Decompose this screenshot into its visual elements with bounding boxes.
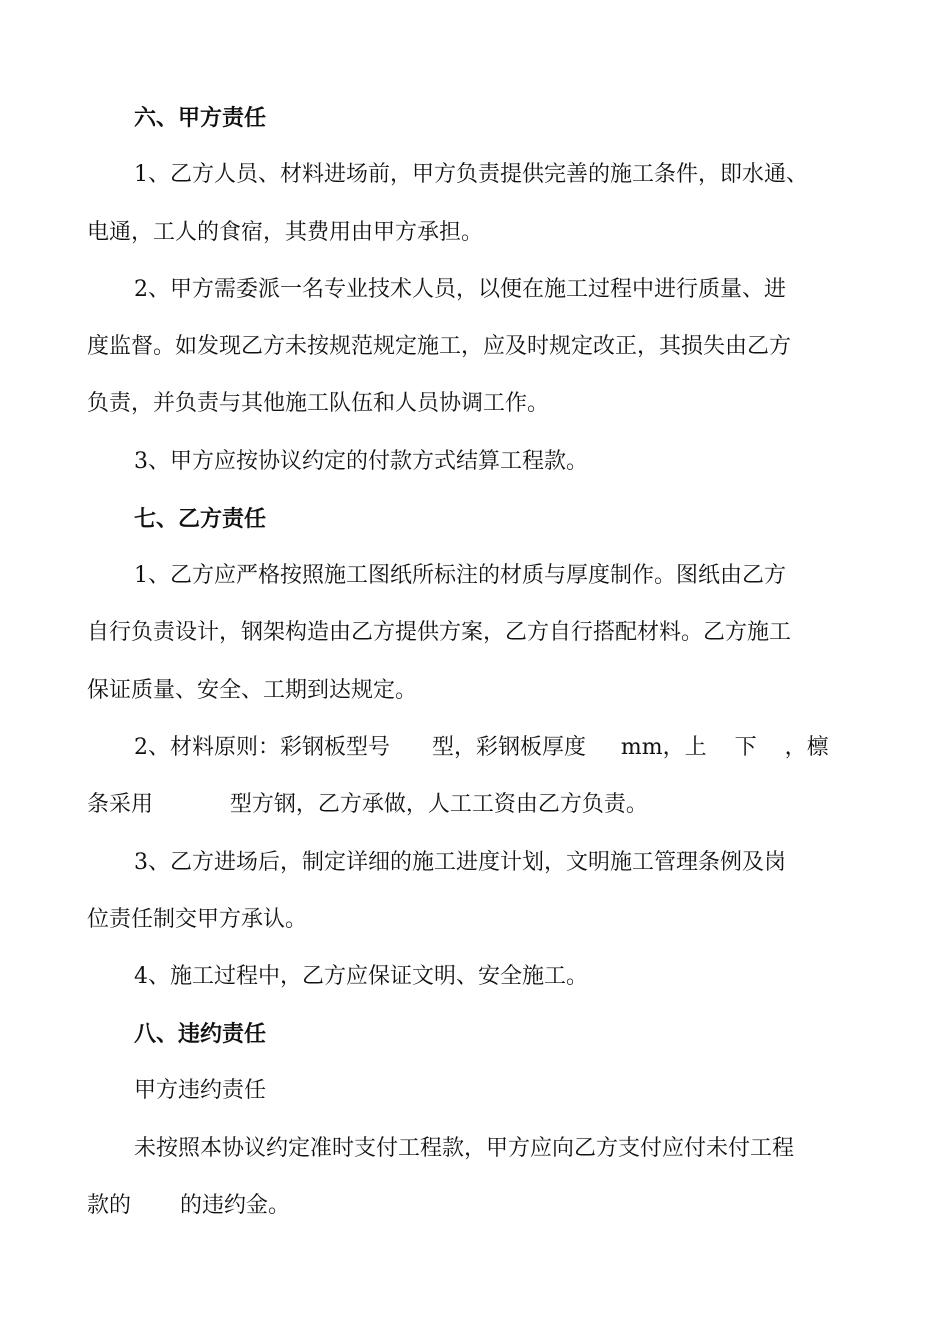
clause-c1-line1: 未按照本协议约定准时支付工程款，甲方应向乙方支付应付未付工程 (134, 1136, 795, 1161)
section-heading-party-b: 七、乙方责任 (134, 506, 267, 532)
clause-a2-line1: 2、甲方需委派一名专业技术人员，以便在施工过程中进行质量、进 (134, 277, 786, 302)
section-heading-party-a: 六、甲方责任 (134, 105, 267, 131)
clause-a3-line1: 3、甲方应按协议约定的付款方式结算工程款。 (134, 449, 588, 474)
clause-b1-line1: 1、乙方应严格按照施工图纸所标注的材质与厚度制作。图纸由乙方 (134, 563, 786, 588)
clause-b3-line1: 3、乙方进场后，制定详细的施工进度计划，文明施工管理条例及岗 (134, 850, 786, 875)
clause-b2-line2: 条采用 型方钢，乙方承做，人工工资由乙方负责。 (87, 792, 648, 817)
clause-c1-line2: 款的 的违约金。 (87, 1193, 290, 1218)
clause-b2-line1: 2、材料原则：彩钢板型号 型，彩钢板厚度 mm，上 下 ，檩 (134, 735, 829, 760)
section-heading-breach: 八、违约责任 (134, 1021, 267, 1047)
clause-a2-line2: 度监督。如发现乙方未按规范规定施工，应及时规定改正，其损失由乙方 (87, 334, 792, 359)
clause-b4-line1: 4、施工过程中，乙方应保证文明、安全施工。 (134, 964, 588, 989)
clause-b3-line2: 位责任制交甲方承认。 (87, 907, 308, 932)
clause-a2-line3: 负责，并负责与其他施工队伍和人员协调工作。 (87, 391, 550, 416)
clause-a1-line1: 1、乙方人员、材料进场前，甲方负责提供完善的施工条件，即水通、 (134, 162, 808, 187)
clause-b1-line3: 保证质量、安全、工期到达规定。 (87, 678, 418, 703)
clause-b1-line2: 自行负责设计，钢架构造由乙方提供方案，乙方自行搭配材料。乙方施工 (87, 620, 792, 645)
subheading-party-a-breach: 甲方违约责任 (134, 1078, 267, 1103)
clause-a1-line2: 电通，工人的食宿，其费用由甲方承担。 (87, 220, 484, 245)
